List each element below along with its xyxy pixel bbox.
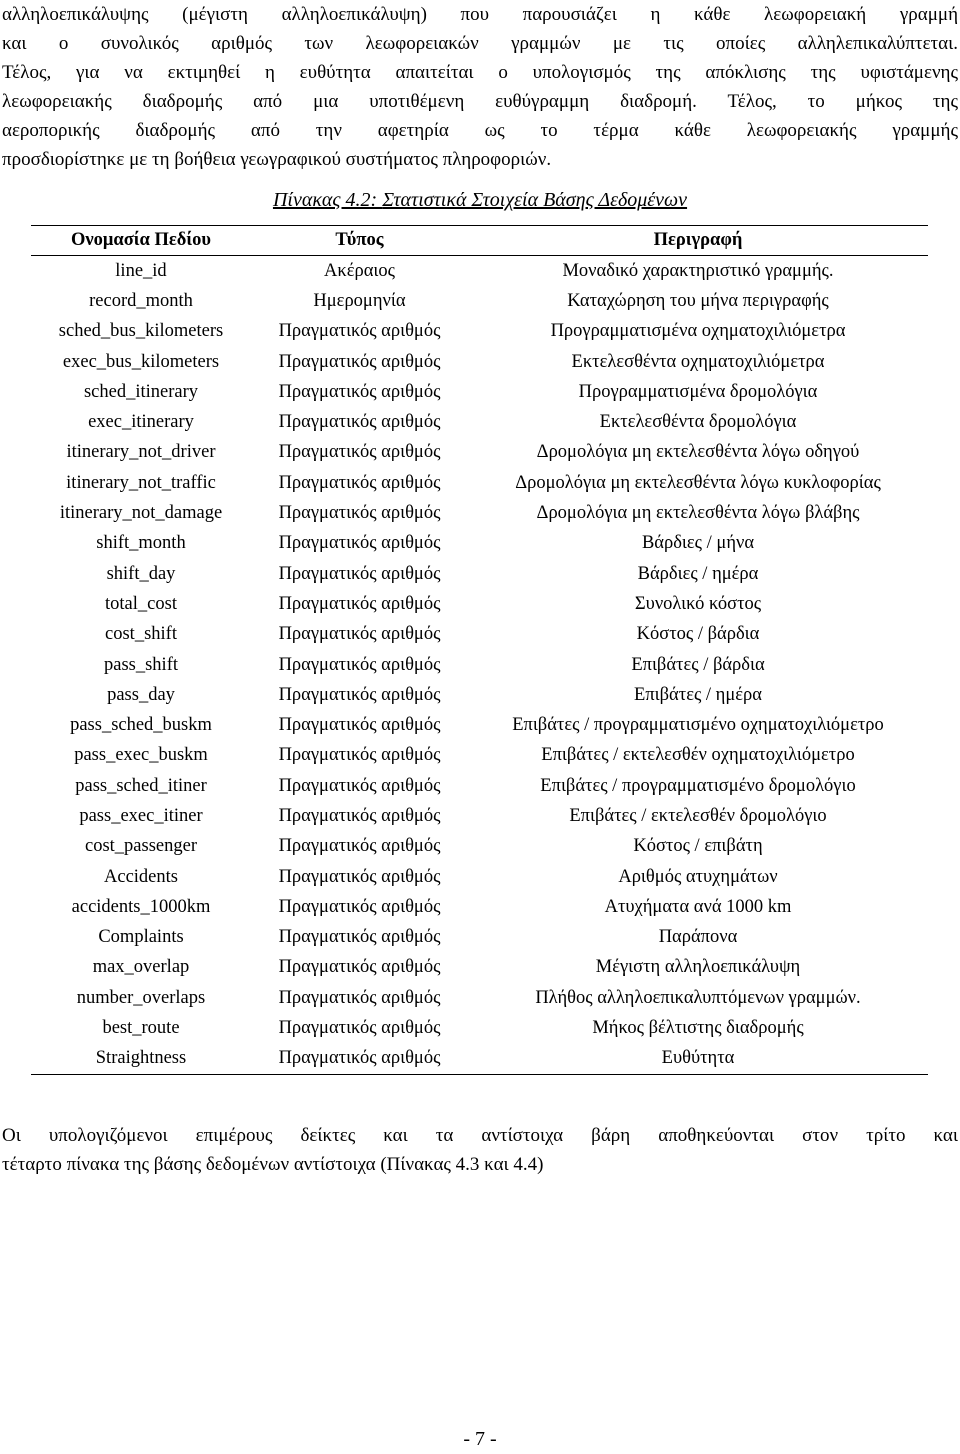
cell-field-name: pass_shift [104,654,178,675]
cell-description: Δρομολόγια μη εκτελεσθέντα λόγω βλάβης [536,503,860,524]
cell-field-name: total_cost [105,593,177,614]
table-header-row [31,226,928,256]
cell-description: Δρομολόγια μη εκτελεσθέντα λόγω οδηγού [536,442,860,463]
cell-field-name: best_route [102,1018,180,1039]
cell-field-name: shift_day [106,563,176,584]
intro-line: Τέλος, για να εκτιμηθεί η ευθύτητα απαιτείται ο υπολογισμός της απόκλισης της υφιστάμενης [2,62,958,83]
cell-type: Πραγματικός αριθμός [278,442,441,463]
table-row [31,923,928,953]
cell-type: Πραγματικός αριθμός [278,654,441,675]
cell-field-name: max_overlap [92,957,190,978]
cell-description: Επιβάτες / ημέρα [634,684,762,705]
table-caption [0,186,960,214]
header-type: Τύπος [251,226,468,256]
cell-description: Κόστος / επιβάτη [633,836,763,857]
table-body [31,256,928,1075]
table-row [31,589,928,619]
table-row [31,801,928,831]
table-row [31,892,928,922]
cell-description: Κόστος / βάρδια [636,624,760,645]
cell-description: Βάρδιες / μήνα [641,533,755,554]
cell-field-name: record_month [89,290,193,311]
cell-description: Παράπονα [658,927,738,948]
cell-description: Πλήθος αλληλοεπικαλυπτόμενων γραμμών. [535,987,861,1008]
cell-description: Συνολικό κόστος [634,593,762,614]
cell-type: Πραγματικός αριθμός [278,896,441,917]
cell-description: Καταχώρηση του μήνα περιγραφής [567,290,829,311]
cell-type: Πραγματικός αριθμός [278,715,441,736]
header-description: Περιγραφή [468,226,928,256]
cell-field-name: exec_itinerary [88,412,194,433]
cell-type: Πραγματικός αριθμός [278,927,441,948]
cell-type: Πραγματικός αριθμός [278,836,441,857]
table-row [31,347,928,377]
table-caption-title: Στατιστικά Στοιχεία Βάσης Δεδομένων [382,189,688,211]
cell-field-name: Complaints [98,927,184,948]
table-row [31,559,928,589]
cell-field-name: sched_itinerary [83,381,199,402]
table-row [31,438,928,468]
cell-field-name: pass_exec_itiner [79,805,203,826]
table-row [31,407,928,437]
table-row [31,317,928,347]
table-row [31,650,928,680]
cell-description: Επιβάτες / εκτελεσθέν δρομολόγιο [569,805,827,826]
cell-field-name: Straightness [31,1044,251,1075]
table-row [31,498,928,528]
cell-description: Αριθμός ατυχημάτων [618,866,778,887]
cell-field-name: exec_bus_kilometers [62,351,220,372]
table-row [31,710,928,740]
intro-line: λεωφορειακής διαδρομής από μια υποτιθέμενη ευθύγραμμη διαδρομή. Τέλος, το μήκος της [2,91,958,112]
table-row [31,256,928,287]
table-row [31,1044,928,1075]
cell-field-name: pass_sched_buskm [70,715,212,736]
cell-type: Πραγματικός αριθμός [278,987,441,1008]
intro-line: αλληλοεπικάλυψης (μέγιστη αλληλοεπικάλυψη) που παρουσιάζει η κάθε λεωφορειακή γραμμή [2,4,958,25]
cell-description: Προγραμματισμένα οχηματοχιλιόμετρα [550,321,846,342]
table-row [31,741,928,771]
table-row [31,680,928,710]
outro-line: Οι υπολογιζόμενοι επιμέρους δείκτες και τα αντίστοιχα βάρη αποθηκεύονται στον τρίτο και [2,1125,958,1146]
cell-field-name: cost_passenger [85,836,197,857]
cell-description: Επιβάτες / εκτελεσθέν οχηματοχιλιόμετρο [541,745,855,766]
cell-type: Πραγματικός αριθμός [278,1018,441,1039]
table-row [31,771,928,801]
cell-description: Επιβάτες / προγραμματισμένο δρομολόγιο [540,775,856,796]
cell-description: Εκτελεσθέντα δρομολόγια [599,412,797,433]
cell-description: Ευθύτητα [468,1044,928,1075]
cell-type: Πραγματικός αριθμός [278,745,441,766]
cell-description: Επιβάτες / βάρδια [631,654,765,675]
table-row [31,529,928,559]
cell-field-name: pass_sched_itiner [75,775,207,796]
cell-type: Πραγματικός αριθμός [278,503,441,524]
outro-line: τέταρτο πίνακα της βάσης δεδομένων αντίστοιχα (Πίνακας 4.3 και 4.4) [2,1154,544,1175]
cell-description: Μήκος βέλτιστης διαδρομής [592,1018,804,1039]
cell-type: Ακέραιος [324,260,395,281]
table-row [31,1013,928,1043]
intro-line: προσδιορίστηκε με τη βοήθεια γεωγραφικού συστήματος πληροφοριών. [2,149,552,170]
cell-type: Πραγματικός αριθμός [278,684,441,705]
header-field-name: Ονομασία Πεδίου [31,226,251,256]
cell-description: Βάρδιες / ημέρα [637,563,759,584]
cell-field-name: pass_exec_buskm [74,745,208,766]
table-row [31,953,928,983]
table-row [31,832,928,862]
cell-description: Μέγιστη αλληλοεπικάλυψη [595,957,801,978]
table-row [31,377,928,407]
cell-field-name: number_overlaps [76,987,206,1008]
cell-type: Πραγματικός αριθμός [278,866,441,887]
table-row [31,620,928,650]
table-row [31,286,928,316]
cell-type: Πραγματικός αριθμός [278,775,441,796]
cell-field-name: Accidents [104,866,178,887]
cell-type: Πραγματικός αριθμός [278,593,441,614]
cell-description: Προγραμματισμένα δρομολόγια [578,381,818,402]
cell-description: Μοναδικό χαρακτηριστικό γραμμής. [562,260,834,281]
cell-description: Δρομολόγια μη εκτελεσθέντα λόγω κυκλοφορίας [515,472,881,493]
cell-type: Πραγματικός αριθμός [278,472,441,493]
cell-field-name: line_id [115,260,167,281]
cell-description: Ατυχήματα ανά 1000 km [604,896,792,917]
cell-field-name: sched_bus_kilometers [58,321,224,342]
table-row [31,468,928,498]
cell-field-name: accidents_1000km [71,896,211,917]
cell-type: Πραγματικός αριθμός [278,412,441,433]
table-row [31,862,928,892]
cell-type: Πραγματικός αριθμός [278,957,441,978]
table-row [31,983,928,1013]
cell-description: Εκτελεσθέντα οχηματοχιλιόμετρα [571,351,825,372]
cell-field-name: itinerary_not_damage [59,503,223,524]
cell-type: Πραγματικός αριθμός [278,321,441,342]
cell-field-name: cost_shift [105,624,177,645]
cell-field-name: shift_month [96,533,186,554]
table-caption-prefix: Πίνακας 4.2: [272,189,383,211]
intro-line: αεροπορικής διαδρομής από την αφετηρία ως το τέρμα κάθε λεωφορειακής γραμμής [2,120,958,141]
cell-field-name: itinerary_not_traffic [66,472,216,493]
cell-type: Πραγματικός αριθμός [278,563,441,584]
cell-type: Ημερομηνία [313,290,406,311]
cell-type: Πραγματικός αριθμός [278,351,441,372]
page-number: - 7 - [463,1428,497,1450]
cell-field-name: itinerary_not_driver [66,442,216,463]
cell-type: Πραγματικός αριθμός [278,805,441,826]
cell-type: Πραγματικός αριθμός [278,381,441,402]
intro-line: και ο συνολικός αριθμός των λεωφορειακών γραμμών με τις οποίες αλληλεπικαλύπτεται. [2,33,958,54]
cell-type: Πραγματικός αριθμός [278,533,441,554]
cell-description: Επιβάτες / προγραμματισμένο οχηματοχιλιόμετρο [512,715,884,736]
cell-field-name: pass_day [107,684,175,705]
fields-table [31,225,928,1075]
cell-type: Πραγματικός αριθμός [278,624,441,645]
cell-type: Πραγματικός αριθμός [251,1044,468,1075]
